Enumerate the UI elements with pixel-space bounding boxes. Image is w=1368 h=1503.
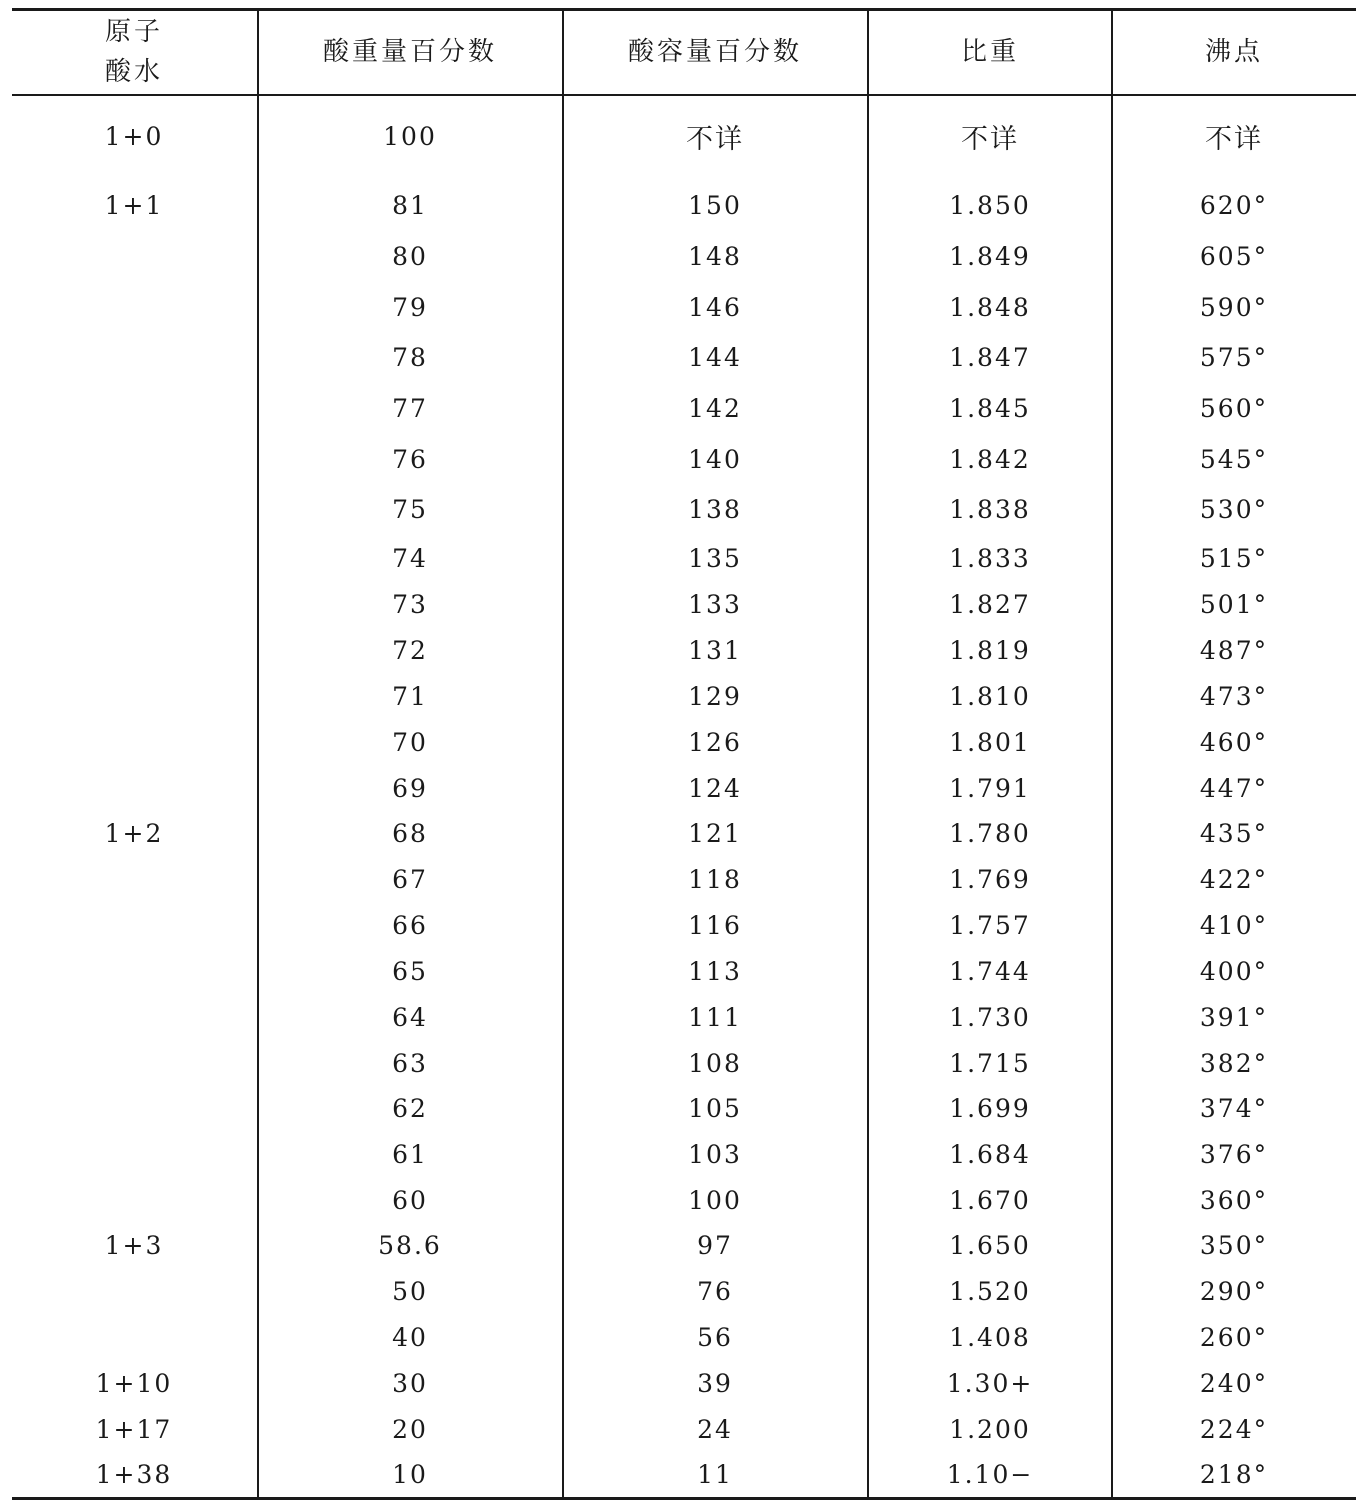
- table-cell: 64: [392, 1002, 428, 1032]
- table-cell: 62: [392, 1093, 428, 1123]
- table-cell: 80: [392, 241, 428, 271]
- table-cell: 1.810: [949, 681, 1031, 711]
- table-cell: 不详: [686, 123, 744, 155]
- table-cell: 66: [392, 910, 428, 940]
- table-cell: 1.30+: [946, 1368, 1034, 1398]
- table-cell: 1.827: [949, 589, 1031, 619]
- table-cell: [14, 586, 254, 622]
- table-cell: 473°: [1199, 681, 1269, 711]
- table-cell: 144: [688, 342, 742, 372]
- table-cell: 1.848: [949, 292, 1031, 322]
- table-cell: 376°: [1199, 1139, 1269, 1169]
- table-cell: 1.520: [949, 1276, 1031, 1306]
- table-cell: 76: [392, 444, 428, 474]
- table-cell: 501°: [1199, 589, 1269, 619]
- table-cell: 146: [688, 292, 742, 322]
- table-cell: 1.408: [949, 1322, 1031, 1352]
- table-cell: 20: [392, 1414, 428, 1444]
- table-cell: 140: [688, 444, 742, 474]
- table-cell: 374°: [1199, 1093, 1269, 1123]
- bottom-rule: [12, 1497, 1356, 1500]
- table-cell: 1+38: [95, 1459, 173, 1489]
- table-cell: 126: [688, 727, 742, 757]
- table-cell: 1.850: [949, 190, 1031, 220]
- table-cell: [14, 724, 254, 760]
- table-cell: 360°: [1199, 1185, 1269, 1215]
- table-cell: 545°: [1199, 444, 1269, 474]
- table-cell: 72: [392, 635, 428, 665]
- table-cell: [14, 1319, 254, 1355]
- table-cell: 260°: [1199, 1322, 1269, 1352]
- table-cell: [14, 390, 254, 426]
- table-cell: 100: [383, 121, 437, 151]
- table-cell: 148: [688, 241, 742, 271]
- table-cell: 1+1: [104, 190, 164, 220]
- table-cell: 150: [688, 190, 742, 220]
- column-divider: [257, 10, 259, 1498]
- table-cell: 1.670: [949, 1185, 1031, 1215]
- table-cell: 350°: [1199, 1230, 1269, 1260]
- table-cell: 105: [688, 1093, 742, 1123]
- table-cell: 1.715: [949, 1048, 1031, 1078]
- table-cell: [14, 632, 254, 668]
- table-cell: 10: [392, 1459, 428, 1489]
- table-cell: [14, 540, 254, 576]
- table-cell: 75: [392, 494, 428, 524]
- table-cell: 124: [688, 773, 742, 803]
- table-cell: 605°: [1199, 241, 1269, 271]
- column-divider: [867, 10, 869, 1498]
- table-cell: 113: [688, 956, 742, 986]
- table-cell: 1+2: [104, 818, 164, 848]
- table-cell: 1.684: [949, 1139, 1031, 1169]
- table-cell: 不详: [1205, 123, 1263, 155]
- table-cell: 410°: [1199, 910, 1269, 940]
- table-cell: 118: [688, 864, 742, 894]
- table-cell: 1.780: [949, 818, 1031, 848]
- table-cell: 1+17: [95, 1414, 173, 1444]
- table-cell: [14, 907, 254, 943]
- table-cell: 1.842: [949, 444, 1031, 474]
- table-cell: [14, 678, 254, 714]
- table-cell: 97: [697, 1230, 733, 1260]
- table-cell: 1.849: [949, 241, 1031, 271]
- table-cell: 135: [688, 543, 742, 573]
- column-header: [565, 8, 865, 96]
- table-cell: 447°: [1199, 773, 1269, 803]
- table-cell: 77: [392, 393, 428, 423]
- table-cell: [14, 289, 254, 325]
- table-cell: 71: [392, 681, 428, 711]
- column-divider: [1111, 10, 1113, 1498]
- table-cell: 81: [392, 190, 428, 220]
- column-header-line: 酸重量百分数: [322, 37, 497, 67]
- table-cell: 1.769: [949, 864, 1031, 894]
- table-cell: 1.650: [949, 1230, 1031, 1260]
- table-cell: [14, 1182, 254, 1218]
- table-cell: 74: [392, 543, 428, 573]
- table-cell: 68: [392, 818, 428, 848]
- table-cell: 382°: [1199, 1048, 1269, 1078]
- table-cell: 73: [392, 589, 428, 619]
- table-cell: 133: [688, 589, 742, 619]
- table-cell: 131: [688, 635, 742, 665]
- table-cell: 70: [392, 727, 428, 757]
- table-cell: 1.10−: [946, 1459, 1034, 1489]
- table-cell: 65: [392, 956, 428, 986]
- table-cell: 30: [392, 1368, 428, 1398]
- table-cell: [14, 238, 254, 274]
- table-cell: 530°: [1199, 494, 1269, 524]
- table-cell: 67: [392, 864, 428, 894]
- column-header: [260, 8, 560, 96]
- table-cell: 1.847: [949, 342, 1031, 372]
- table-cell: 1.200: [949, 1414, 1031, 1444]
- column-header-line: 酸水: [104, 57, 163, 87]
- table-cell: 24: [697, 1414, 733, 1444]
- table-cell: 1.845: [949, 393, 1031, 423]
- table-cell: 不详: [961, 123, 1019, 155]
- table-cell: 116: [688, 910, 742, 940]
- table-cell: [14, 491, 254, 527]
- table-cell: 61: [392, 1139, 428, 1169]
- table-cell: 50: [392, 1276, 428, 1306]
- table-cell: 69: [392, 773, 428, 803]
- table-cell: 1.791: [949, 773, 1031, 803]
- table-cell: 1.744: [949, 956, 1031, 986]
- table-cell: 56: [697, 1322, 733, 1352]
- table-cell: 400°: [1199, 956, 1269, 986]
- table-cell: 11: [697, 1459, 733, 1489]
- table-cell: 121: [688, 818, 742, 848]
- table-cell: [14, 1136, 254, 1172]
- table-cell: 422°: [1199, 864, 1269, 894]
- table-cell: [14, 1273, 254, 1309]
- table-cell: 1+0: [104, 121, 164, 151]
- column-header-line: 比重: [960, 37, 1019, 67]
- table-cell: 240°: [1199, 1368, 1269, 1398]
- table-cell: [14, 441, 254, 477]
- table-cell: 1.757: [949, 910, 1031, 940]
- table-cell: 63: [392, 1048, 428, 1078]
- table-cell: [14, 1090, 254, 1126]
- column-header: [1114, 8, 1354, 96]
- table-cell: [14, 770, 254, 806]
- column-header-line: 沸点: [1204, 37, 1263, 67]
- table-cell: 76: [697, 1276, 733, 1306]
- table-cell: 103: [688, 1139, 742, 1169]
- table-cell: 1+3: [104, 1230, 164, 1260]
- table-cell: 111: [688, 1002, 742, 1032]
- column-header: [14, 8, 254, 96]
- table-cell: [14, 861, 254, 897]
- table-cell: 1+10: [95, 1368, 173, 1398]
- table-cell: 1.819: [949, 635, 1031, 665]
- table-cell: 620°: [1199, 190, 1269, 220]
- table-cell: 60: [392, 1185, 428, 1215]
- table-cell: [14, 339, 254, 375]
- table-cell: 560°: [1199, 393, 1269, 423]
- table-cell: [14, 999, 254, 1035]
- table-cell: 575°: [1199, 342, 1269, 372]
- table-cell: 1.838: [949, 494, 1031, 524]
- table-cell: 1.730: [949, 1002, 1031, 1032]
- table-cell: [14, 1045, 254, 1081]
- table-cell: [14, 953, 254, 989]
- table-cell: 1.833: [949, 543, 1031, 573]
- table-cell: 487°: [1199, 635, 1269, 665]
- table-cell: 218°: [1199, 1459, 1269, 1489]
- table-cell: 460°: [1199, 727, 1269, 757]
- table-cell: 78: [392, 342, 428, 372]
- table-cell: 391°: [1199, 1002, 1269, 1032]
- table-cell: 590°: [1199, 292, 1269, 322]
- table-cell: 1.699: [949, 1093, 1031, 1123]
- table-cell: 1.801: [949, 727, 1031, 757]
- column-header-line: 原子: [104, 17, 163, 47]
- table-cell: 138: [688, 494, 742, 524]
- table-cell: 39: [697, 1368, 733, 1398]
- table-cell: 224°: [1199, 1414, 1269, 1444]
- table-cell: 58.6: [378, 1230, 442, 1260]
- table-cell: 290°: [1199, 1276, 1269, 1306]
- table-cell: 142: [688, 393, 742, 423]
- table-cell: 129: [688, 681, 742, 711]
- column-header-line: 酸容量百分数: [627, 37, 802, 67]
- table-cell: 100: [688, 1185, 742, 1215]
- table-cell: 79: [392, 292, 428, 322]
- column-divider: [562, 10, 564, 1498]
- table-cell: 40: [392, 1322, 428, 1352]
- table-cell: 515°: [1199, 543, 1269, 573]
- table-cell: 435°: [1199, 818, 1269, 848]
- table-cell: 108: [688, 1048, 742, 1078]
- data-table: [12, 8, 1356, 1500]
- column-header: [870, 8, 1110, 96]
